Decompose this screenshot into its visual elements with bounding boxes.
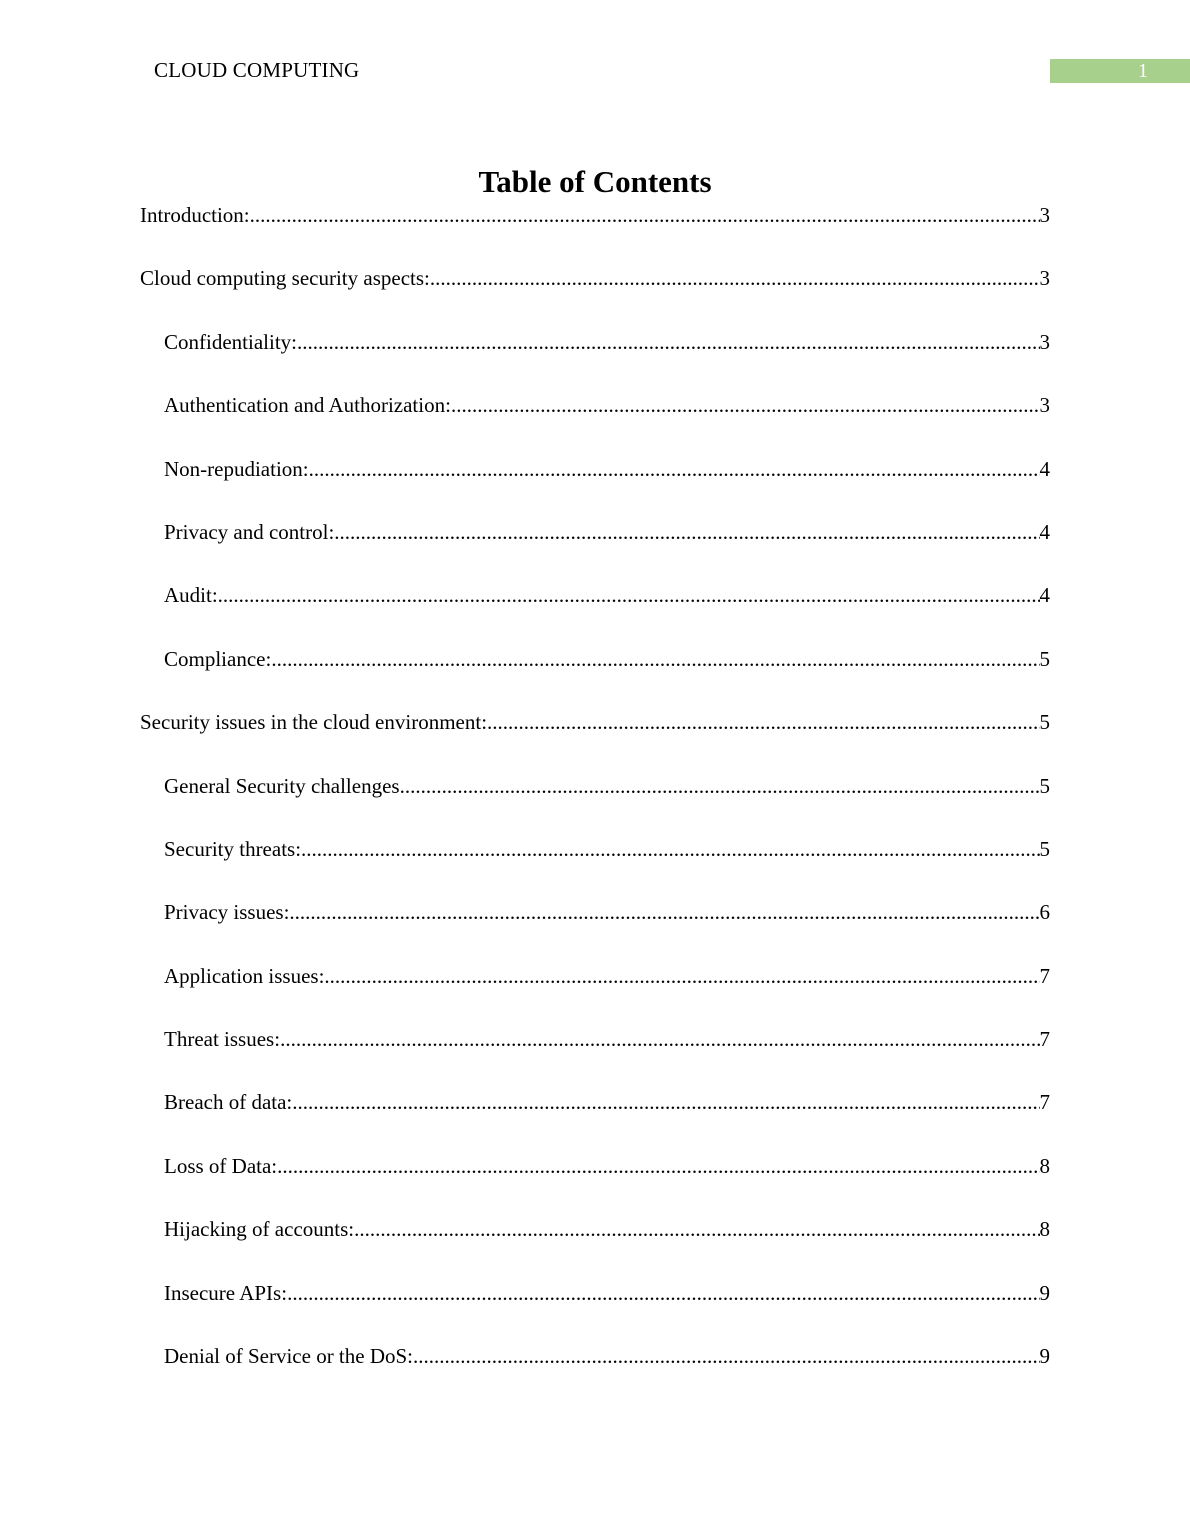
toc-entry[interactable] [140, 199, 1050, 262]
toc-dot-leader [292, 1086, 1039, 1118]
toc-entry[interactable] [140, 1277, 1050, 1340]
running-head: CLOUD COMPUTING [154, 58, 360, 82]
toc-dot-leader [451, 389, 1040, 421]
toc-dot-leader [280, 1023, 1039, 1055]
toc-dot-leader [277, 1150, 1039, 1182]
toc-entry-page: 3 [1039, 203, 1050, 227]
toc-entry-label: Application issues: [164, 963, 325, 988]
toc-entry-label: Privacy and control: [164, 519, 335, 544]
toc-list [140, 199, 1050, 1403]
toc-entry[interactable] [140, 770, 1050, 833]
toc-entry-page: 5 [1039, 646, 1050, 671]
toc-entry-label: Hijacking of accounts: [164, 1217, 355, 1242]
toc-dot-leader [218, 579, 1040, 611]
toc-entry[interactable] [140, 516, 1050, 579]
toc-entry[interactable] [140, 643, 1050, 706]
toc-entry[interactable] [140, 1213, 1050, 1276]
toc-entry-page: 7 [1039, 1027, 1050, 1052]
toc-dot-leader [301, 833, 1039, 865]
toc-entry-page: 8 [1039, 1153, 1050, 1178]
toc-entry-page: 5 [1039, 773, 1050, 798]
toc-entry-label: Compliance: [164, 646, 272, 671]
toc-entry-label: Cloud computing security aspects: [140, 266, 430, 291]
toc-entry-page: 9 [1039, 1344, 1050, 1369]
toc-entry[interactable] [140, 1150, 1050, 1213]
toc-entry[interactable] [140, 1086, 1050, 1149]
toc-entry-page: 7 [1039, 1090, 1050, 1115]
toc-entry-label: Loss of Data: [164, 1153, 278, 1178]
toc-entry[interactable] [140, 1340, 1050, 1403]
toc-entry[interactable] [140, 833, 1050, 896]
toc-entry-label: Security issues in the cloud environment: [140, 710, 488, 735]
toc-entry[interactable] [140, 960, 1050, 1023]
toc-entry[interactable] [140, 453, 1050, 516]
toc-entry-label: Insecure APIs: [164, 1280, 288, 1305]
toc-entry[interactable] [140, 262, 1050, 325]
toc-entry-label: Breach of data: [164, 1090, 293, 1115]
toc-dot-leader [289, 896, 1039, 928]
toc-entry-page: 4 [1039, 519, 1050, 544]
toc-entry-page: 3 [1039, 393, 1050, 418]
toc-dot-leader [430, 262, 1040, 294]
page-number: 1 [1050, 59, 1190, 83]
toc-entry-label: Confidentiality: [164, 329, 297, 354]
toc-entry-label: Privacy issues: [164, 900, 290, 925]
toc-entry-label: General Security challenges [164, 773, 400, 798]
toc-entry-page: 7 [1039, 963, 1050, 988]
toc-title: Table of Contents [478, 164, 712, 199]
toc-entry-page: 4 [1039, 583, 1050, 608]
toc-dot-leader [487, 706, 1039, 738]
toc-entry-page: 6 [1039, 900, 1050, 925]
toc-entry[interactable] [140, 579, 1050, 642]
toc-entry-label: Authentication and Authorization: [164, 393, 451, 418]
toc-entry[interactable] [140, 706, 1050, 769]
toc-entry-page: 9 [1039, 1280, 1050, 1305]
toc-dot-leader [324, 960, 1039, 992]
toc-dot-leader [297, 326, 1040, 358]
toc-entry[interactable] [140, 896, 1050, 959]
toc-dot-leader [334, 516, 1039, 548]
toc-entry-label: Introduction: [140, 203, 250, 227]
toc-entry-label: Denial of Service or the DoS: [164, 1344, 414, 1369]
toc-entry-page: 3 [1039, 329, 1050, 354]
toc-entry[interactable] [140, 326, 1050, 389]
toc-entry-page: 5 [1039, 710, 1050, 735]
toc-entry-page: 8 [1039, 1217, 1050, 1242]
toc-entry-page: 4 [1039, 456, 1050, 481]
toc-dot-leader [400, 770, 1040, 802]
toc-dot-leader [354, 1213, 1039, 1245]
toc-dot-leader [309, 453, 1040, 485]
toc-entry-page: 3 [1039, 266, 1050, 291]
toc-entry[interactable] [140, 389, 1050, 452]
toc-entry-page: 5 [1039, 836, 1050, 861]
toc-dot-leader [250, 199, 1040, 231]
toc-entry-label: Non-repudiation: [164, 456, 309, 481]
toc-entry-label: Audit: [164, 583, 218, 608]
toc-entry-label: Threat issues: [164, 1027, 281, 1052]
toc-dot-leader [413, 1340, 1039, 1372]
toc-entry[interactable] [140, 1023, 1050, 1086]
toc-dot-leader [287, 1277, 1039, 1309]
toc-entry-label: Security threats: [164, 836, 302, 861]
toc-dot-leader [271, 643, 1039, 675]
